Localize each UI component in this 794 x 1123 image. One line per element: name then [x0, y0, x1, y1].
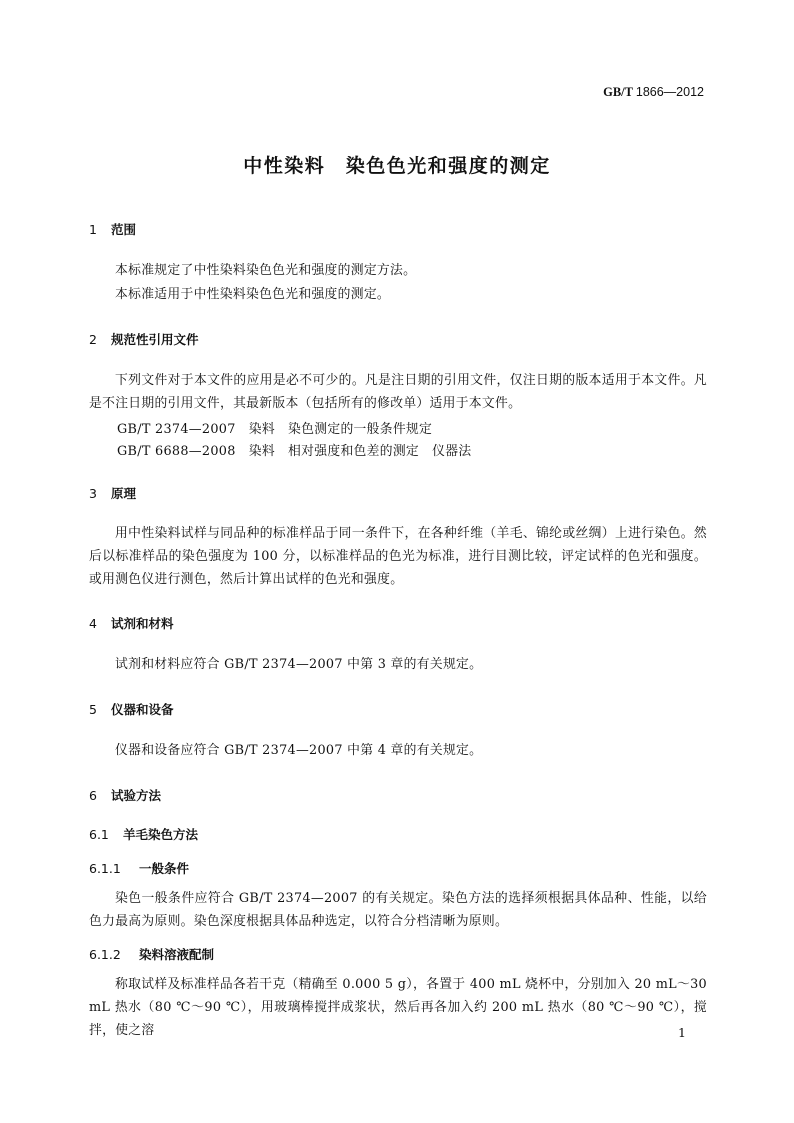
paragraph: 染色一般条件应符合 GB/T 2374—2007 的有关规定。染色方法的选择须根据具体品种、性能，以给色力最高为原则。染色深度根据具体品种选定，以符合分档清晰为原则。	[89, 891, 707, 929]
section-title: 染料溶液配制	[139, 947, 215, 962]
section-number: 6	[89, 788, 97, 803]
section-number: 3	[89, 486, 97, 501]
section-number: 6.1.2	[89, 947, 121, 962]
paragraph: 试剂和材料应符合 GB/T 2374—2007 中第 3 章的有关规定。	[115, 657, 483, 672]
page-number: 1	[678, 1025, 686, 1040]
normative-reference: GB/T 2374—2007 染料 染色测定的一般条件规定	[117, 422, 433, 437]
section-title: 原理	[111, 486, 137, 501]
section-title: 试剂和材料	[111, 616, 174, 631]
standard-number: 1866—2012	[635, 85, 704, 99]
section-number: 4	[89, 616, 97, 631]
section-title: 规范性引用文件	[111, 332, 199, 347]
section-heading-2	[89, 330, 199, 348]
paragraph: 称取试样及标准样品各若干克（精确至 0.000 5 g），各置于 400 mL 烧杯中，分别加入 20 mL～30 mL 热水（80 ℃～90 ℃），用玻璃棒搅拌成浆状，然后再各加入约 200 mL 热水（80 ℃～90 ℃），搅拌，使之溶	[89, 977, 707, 1038]
section-heading-6	[89, 786, 161, 804]
section-number: 1	[89, 222, 97, 237]
section-title: 仪器和设备	[111, 702, 174, 717]
section-heading-3	[89, 484, 136, 502]
section-title: 一般条件	[139, 861, 190, 876]
paragraph: 下列文件对于本文件的应用是必不可少的。凡是注日期的引用文件，仅注日期的版本适用于本文件。凡是不注日期的引用文件，其最新版本（包括所有的修改单）适用于本文件。	[89, 373, 707, 411]
section-heading-5	[89, 700, 174, 718]
paragraph: 用中性染料试样与同品种的标准样品于同一条件下，在各种纤维（羊毛、锦纶或丝绸）上进行染色。然后以标准样品的染色强度为 100 分，以标准样品的色光为标准，进行目测比较，评定试样的色光和强度。或用测色仪进行测色，然后计算出试样的色光和强度。	[89, 526, 707, 587]
subsection-heading-6-1-2	[89, 945, 214, 963]
section-number: 2	[89, 332, 97, 347]
subsection-heading-6-1	[89, 825, 198, 843]
paragraph: 本标准适用于中性染料染色色光和强度的测定。	[115, 287, 391, 302]
paragraph: 本标准规定了中性染料染色色光和强度的测定方法。	[115, 263, 417, 278]
section-heading-4	[89, 614, 174, 632]
section-title: 试验方法	[111, 788, 162, 803]
paragraph: 仪器和设备应符合 GB/T 2374—2007 中第 4 章的有关规定。	[115, 743, 483, 758]
standard-prefix: GB/T	[603, 85, 633, 99]
subsection-heading-6-1-1	[89, 859, 189, 877]
section-number: 6.1.1	[89, 861, 121, 876]
section-title: 范围	[111, 222, 137, 237]
section-number: 5	[89, 702, 97, 717]
section-number: 6.1	[89, 827, 109, 842]
section-title: 羊毛染色方法	[123, 827, 199, 842]
standard-number-header	[603, 85, 704, 100]
normative-reference: GB/T 6688—2008 染料 相对强度和色差的测定 仪器法	[117, 444, 472, 459]
section-heading-1	[89, 220, 136, 238]
document-title: 中性染料 染色色光和强度的测定	[243, 155, 551, 177]
